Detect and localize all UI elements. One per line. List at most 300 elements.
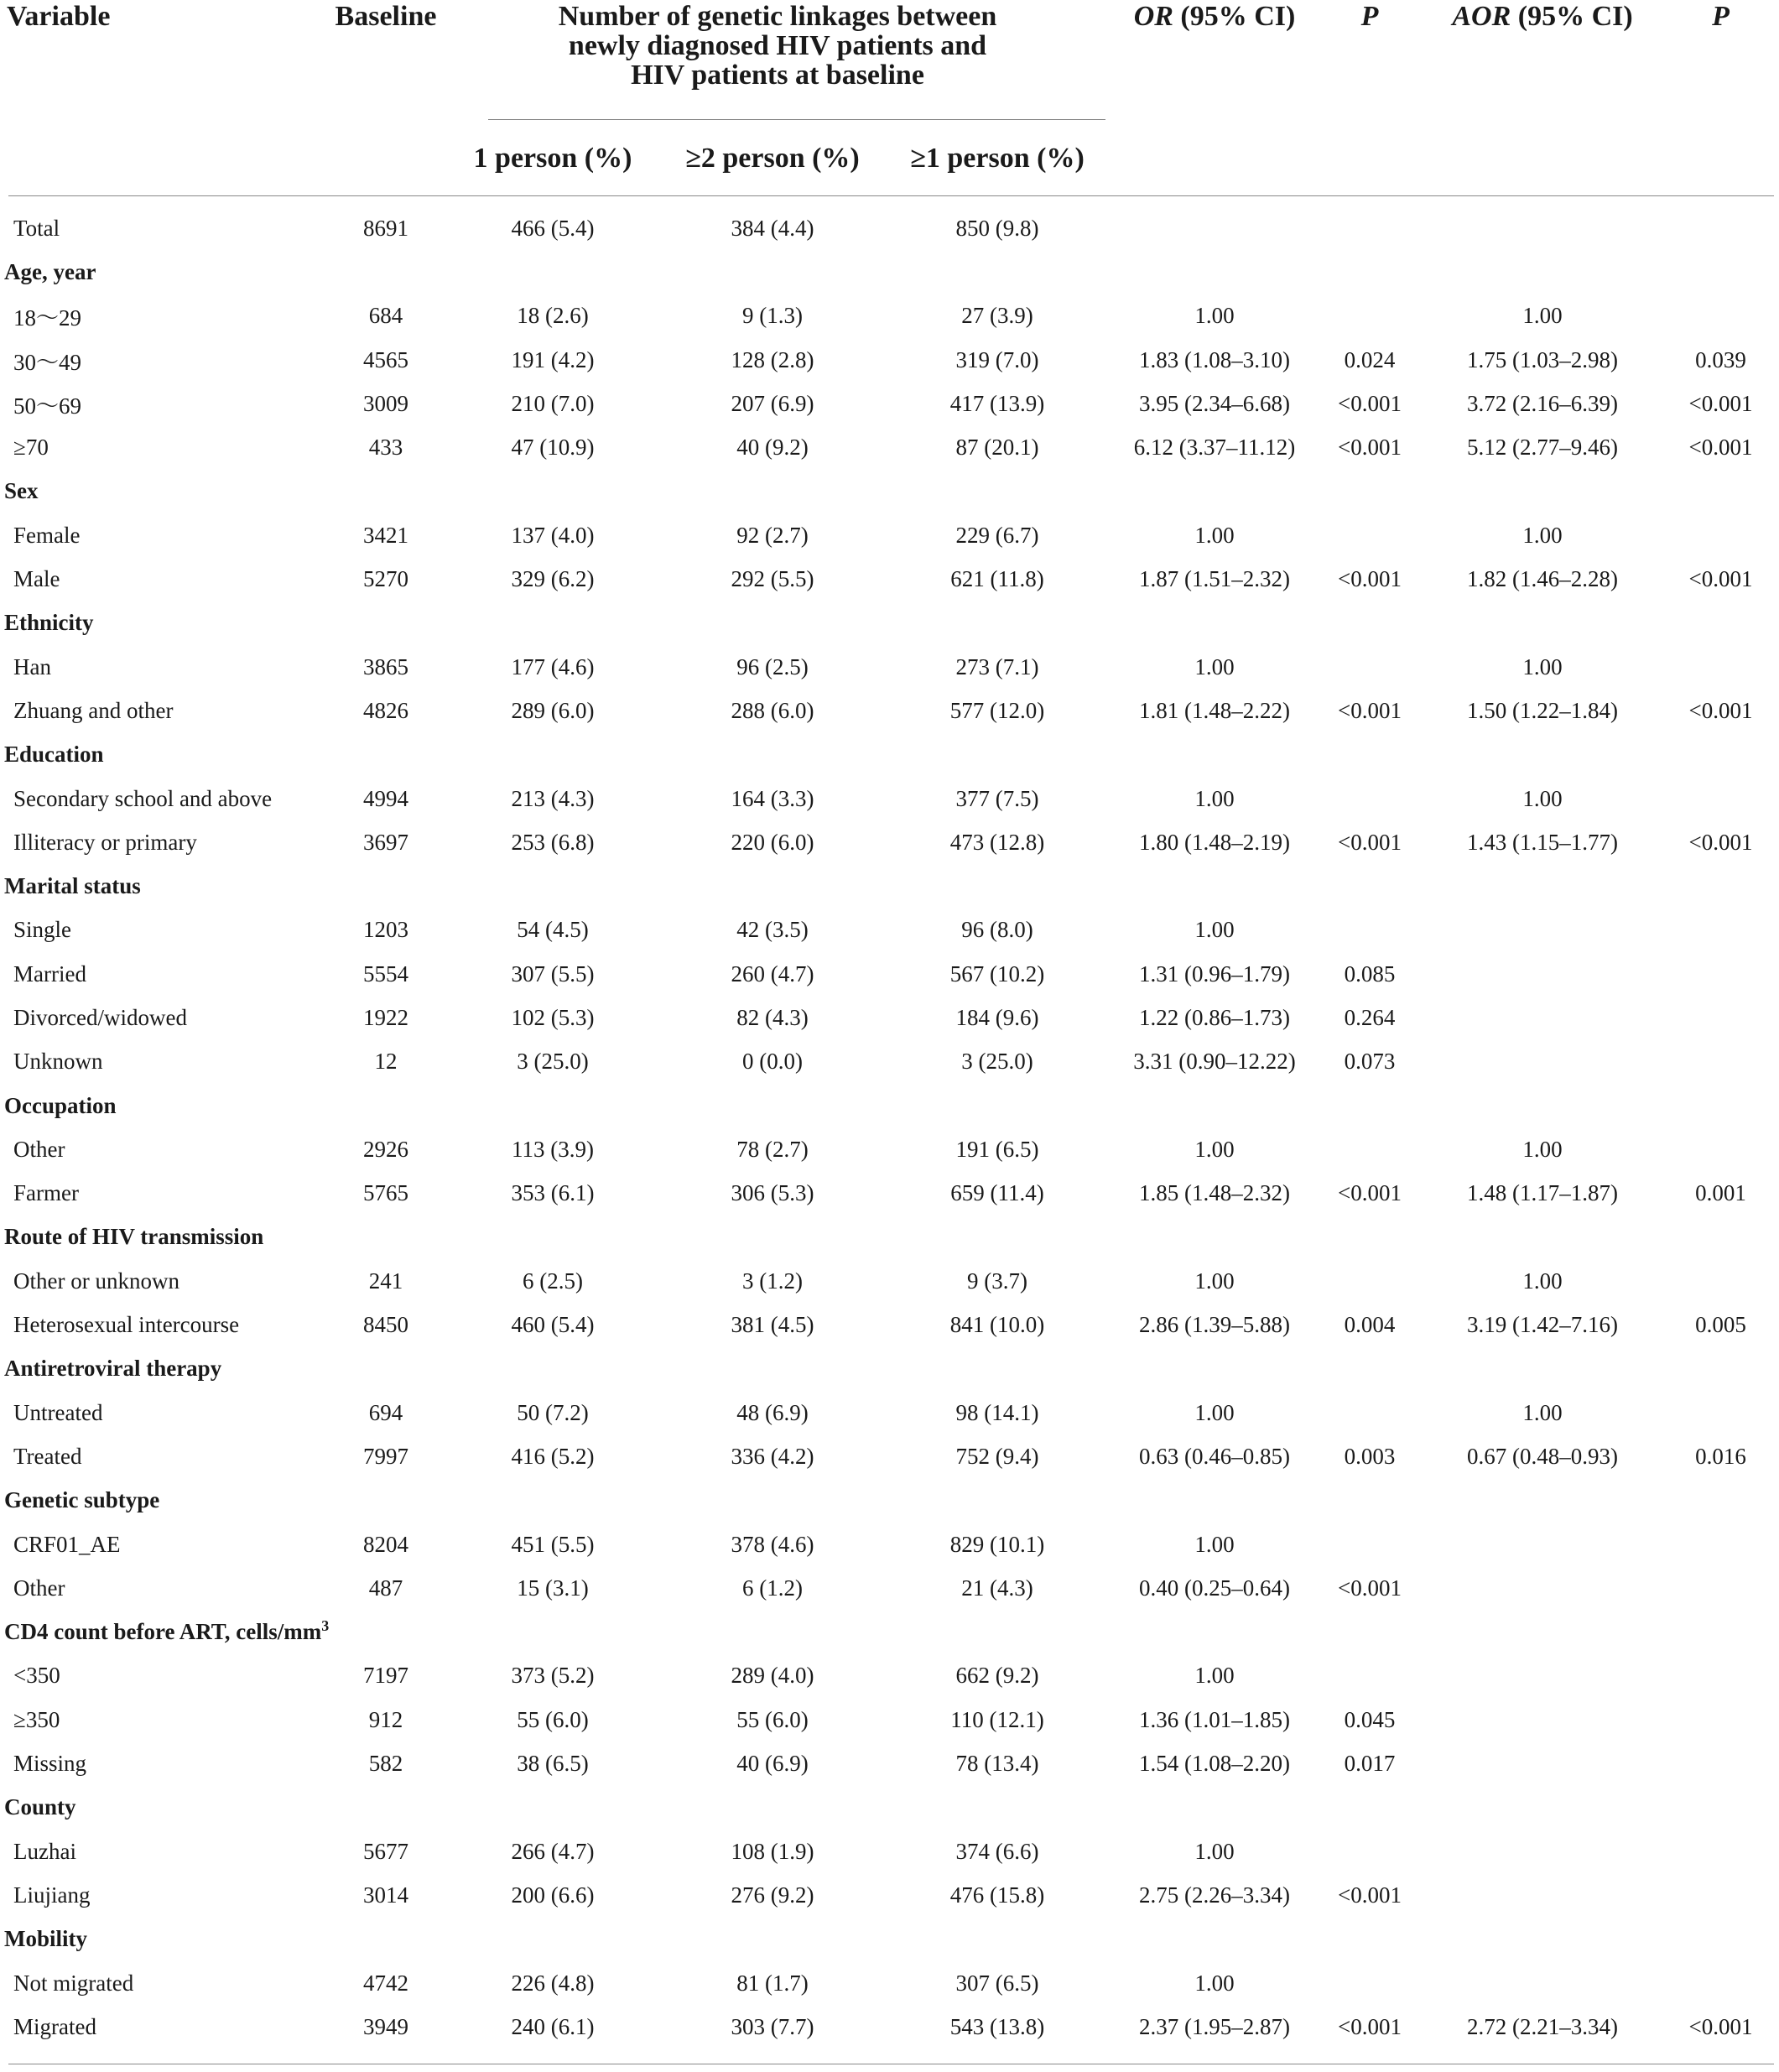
cell-p2 bbox=[1662, 1698, 1779, 1741]
cell-2-person: 303 (7.7) bbox=[731, 2013, 814, 2039]
header-or-ci: (95% CI) bbox=[1173, 1, 1296, 32]
cell-p bbox=[1317, 1127, 1423, 1171]
group-label bbox=[0, 1216, 1779, 1259]
cell-aor: 1.00 bbox=[1522, 1399, 1563, 1425]
group-label-text: Age, year bbox=[4, 258, 96, 284]
group-row bbox=[0, 1347, 1779, 1391]
cell-p: <0.001 bbox=[1338, 566, 1402, 592]
group-label-text: Antiretroviral therapy bbox=[4, 1356, 222, 1382]
cell-2-person: 96 (2.5) bbox=[736, 653, 809, 679]
cell-1-person: 451 (5.5) bbox=[511, 1531, 595, 1557]
cell-or: 0.40 (0.25–0.64) bbox=[1139, 1575, 1291, 1601]
cell-ge1-person: 473 (12.8) bbox=[949, 829, 1045, 855]
cell-aor bbox=[1423, 1961, 1662, 2005]
cell-or: 2.75 (2.26–3.34) bbox=[1139, 1882, 1291, 1908]
cell-p2: <0.001 bbox=[1688, 829, 1753, 855]
cell-1-person: 210 (7.0) bbox=[511, 390, 595, 416]
cell-ge1-person: 27 (3.9) bbox=[961, 303, 1033, 329]
cell-p2 bbox=[1662, 645, 1779, 689]
header-p1-label: P bbox=[1360, 1, 1379, 32]
cell-p2: 0.001 bbox=[1695, 1180, 1746, 1206]
cell-baseline: 487 bbox=[368, 1575, 403, 1601]
cell-or: 3.95 (2.34–6.68) bbox=[1139, 390, 1291, 416]
cell-aor bbox=[1423, 1698, 1662, 1741]
cell-aor: 1.48 (1.17–1.87) bbox=[1467, 1180, 1619, 1206]
cell-variable: Married bbox=[13, 961, 86, 987]
cell-1-person: 3 (25.0) bbox=[517, 1049, 589, 1075]
table-row bbox=[0, 1040, 1779, 1084]
cell-baseline: 3009 bbox=[363, 390, 408, 416]
cell-p2: <0.001 bbox=[1688, 697, 1753, 723]
cell-1-person: 191 (4.2) bbox=[511, 346, 595, 372]
cell-1-person: 353 (6.1) bbox=[511, 1180, 595, 1206]
group-label bbox=[0, 1918, 1779, 1961]
table-row bbox=[0, 1434, 1779, 1478]
cell-ge1-person: 374 (6.6) bbox=[955, 1838, 1039, 1864]
subheader-2-person: ≥2 person (%) bbox=[685, 142, 860, 174]
group-row bbox=[0, 1786, 1779, 1830]
cell-or: 1.00 bbox=[1194, 1663, 1235, 1689]
cell-baseline: 8450 bbox=[363, 1312, 408, 1338]
table-row bbox=[0, 1961, 1779, 2005]
cell-2-person: 292 (5.5) bbox=[731, 566, 814, 592]
cell-baseline: 684 bbox=[368, 303, 403, 329]
cell-aor: 1.00 bbox=[1522, 1136, 1563, 1162]
cell-p bbox=[1317, 1259, 1423, 1303]
cell-or: 1.22 (0.86–1.73) bbox=[1139, 1004, 1291, 1030]
cell-ge1-person: 110 (12.1) bbox=[950, 1706, 1044, 1732]
cell-1-person: 373 (5.2) bbox=[511, 1663, 595, 1689]
cell-baseline: 8204 bbox=[363, 1531, 408, 1557]
header-span-rule bbox=[488, 119, 1105, 120]
cell-or: 1.00 bbox=[1194, 785, 1235, 811]
cell-1-person: 47 (10.9) bbox=[511, 435, 595, 461]
cell-variable: Single bbox=[13, 917, 72, 943]
cell-p2: <0.001 bbox=[1688, 390, 1753, 416]
header-baseline: Baseline bbox=[335, 1, 437, 32]
cell-baseline: 7997 bbox=[363, 1443, 408, 1469]
cell-variable: Other bbox=[13, 1575, 65, 1601]
cell-ge1-person: 87 (20.1) bbox=[955, 435, 1039, 461]
group-label bbox=[0, 601, 1779, 645]
table-row bbox=[0, 338, 1779, 382]
header-aor-ci: (95% CI) bbox=[1511, 1, 1633, 32]
cell-ge1-person: 78 (13.4) bbox=[955, 1751, 1039, 1777]
table-row bbox=[0, 1698, 1779, 1741]
cell-p2 bbox=[1662, 1830, 1779, 1873]
header-variable: Variable bbox=[7, 1, 111, 32]
cell-or: 2.86 (1.39–5.88) bbox=[1139, 1312, 1291, 1338]
cell-2-person: 42 (3.5) bbox=[736, 917, 809, 943]
cell-1-person: 54 (4.5) bbox=[517, 917, 589, 943]
subheader-1-person: 1 person (%) bbox=[473, 142, 632, 174]
header-row bbox=[0, 0, 1779, 119]
cell-2-person: 9 (1.3) bbox=[742, 303, 803, 329]
table-row bbox=[0, 1523, 1779, 1566]
cell-baseline: 12 bbox=[374, 1049, 398, 1075]
cell-2-person: 260 (4.7) bbox=[731, 961, 814, 987]
table-row bbox=[0, 820, 1779, 864]
cell-variable: Liujiang bbox=[13, 1882, 91, 1908]
cell-aor: 3.72 (2.16–6.39) bbox=[1467, 390, 1619, 416]
cell-baseline: 7197 bbox=[363, 1663, 408, 1689]
table-row bbox=[0, 294, 1779, 338]
table-row bbox=[0, 1654, 1779, 1698]
table-row bbox=[0, 557, 1779, 601]
group-label-text: Genetic subtype bbox=[4, 1487, 160, 1513]
cell-1-person: 253 (6.8) bbox=[511, 829, 595, 855]
cell-variable: Migrated bbox=[13, 2013, 96, 2039]
cell-aor bbox=[1423, 1654, 1662, 1698]
group-label-text: Marital status bbox=[4, 873, 141, 899]
cell-p bbox=[1317, 1523, 1423, 1566]
table-row bbox=[0, 777, 1779, 820]
cell-2-person: 306 (5.3) bbox=[731, 1180, 814, 1206]
cell-ge1-person: 184 (9.6) bbox=[955, 1004, 1039, 1030]
group-row bbox=[0, 1479, 1779, 1523]
cell-aor: 5.12 (2.77–9.46) bbox=[1467, 435, 1619, 461]
cell-ge1-person: 841 (10.0) bbox=[949, 1312, 1045, 1338]
cell-p: <0.001 bbox=[1338, 1882, 1402, 1908]
cell-variable: CRF01_AE bbox=[13, 1531, 121, 1557]
table-row bbox=[0, 1566, 1779, 1610]
cell-1-person: 15 (3.1) bbox=[517, 1575, 589, 1601]
header-linkages bbox=[443, 0, 1112, 119]
cell-ge1-person: 191 (6.5) bbox=[955, 1136, 1039, 1162]
cell-p2: <0.001 bbox=[1688, 435, 1753, 461]
cell-2-person: 0 (0.0) bbox=[742, 1049, 803, 1075]
cell-or: 2.37 (1.95–2.87) bbox=[1139, 2013, 1291, 2039]
cell-ge1-person: 577 (12.0) bbox=[949, 697, 1045, 723]
cell-1-person: 226 (4.8) bbox=[511, 1970, 595, 1996]
table-row bbox=[0, 1259, 1779, 1303]
cell-p bbox=[1317, 908, 1423, 952]
cell-p bbox=[1317, 294, 1423, 338]
cell-variable: Not migrated bbox=[13, 1970, 134, 1996]
cell-variable: Zhuang and other bbox=[13, 697, 174, 723]
table-row bbox=[0, 1873, 1779, 1917]
cell-p bbox=[1317, 1391, 1423, 1434]
cell-1-person: 289 (6.0) bbox=[511, 697, 595, 723]
cell-aor: 1.00 bbox=[1522, 1268, 1563, 1294]
cell-ge1-person: 3 (25.0) bbox=[961, 1049, 1033, 1075]
table-body bbox=[0, 196, 1779, 2049]
cell-aor bbox=[1423, 1566, 1662, 1610]
cell-aor bbox=[1423, 908, 1662, 952]
cell-1-person: 113 (3.9) bbox=[512, 1136, 594, 1162]
cell-p bbox=[1317, 777, 1423, 820]
table-row bbox=[0, 1127, 1779, 1171]
cell-or: 0.63 (0.46–0.85) bbox=[1139, 1443, 1291, 1469]
cell-p2 bbox=[1662, 1566, 1779, 1610]
cell-2-person: 384 (4.4) bbox=[731, 215, 814, 241]
cell-p: <0.001 bbox=[1338, 1575, 1402, 1601]
cell-p2: 0.005 bbox=[1695, 1312, 1746, 1338]
cell-1-person: 38 (6.5) bbox=[517, 1751, 589, 1777]
cell-baseline: 5677 bbox=[363, 1838, 408, 1864]
table-row bbox=[0, 382, 1779, 425]
cell-p: 0.264 bbox=[1344, 1004, 1396, 1030]
cell-p2: <0.001 bbox=[1688, 2013, 1753, 2039]
cell-ge1-person: 752 (9.4) bbox=[955, 1443, 1039, 1469]
cell-2-person: 207 (6.9) bbox=[731, 390, 814, 416]
cell-or: 1.00 bbox=[1194, 1531, 1235, 1557]
cell-p bbox=[1317, 645, 1423, 689]
cell-ge1-person: 377 (7.5) bbox=[955, 785, 1039, 811]
cell-p: <0.001 bbox=[1338, 2013, 1402, 2039]
cell-baseline: 5765 bbox=[363, 1180, 408, 1206]
cell-variable: Untreated bbox=[13, 1399, 103, 1425]
cell-baseline: 694 bbox=[368, 1399, 403, 1425]
cell-p: 0.024 bbox=[1344, 346, 1396, 372]
group-label-text: Sex bbox=[4, 478, 39, 504]
header-aor-label: AOR bbox=[1452, 1, 1511, 32]
header-bottom-rule bbox=[8, 195, 1774, 196]
table-row bbox=[0, 1830, 1779, 1873]
cell-p2 bbox=[1662, 1873, 1779, 1917]
cell-or: 6.12 (3.37–11.12) bbox=[1133, 435, 1296, 461]
cell-p bbox=[1317, 1654, 1423, 1698]
cell-aor: 1.75 (1.03–2.98) bbox=[1467, 346, 1619, 372]
group-row bbox=[0, 1216, 1779, 1259]
group-label bbox=[0, 1479, 1779, 1523]
cell-2-person: 220 (6.0) bbox=[731, 829, 814, 855]
cell-baseline: 8691 bbox=[363, 215, 408, 241]
cell-ge1-person: 96 (8.0) bbox=[961, 917, 1033, 943]
cell-or bbox=[1112, 196, 1317, 250]
cell-p2: 0.016 bbox=[1695, 1443, 1746, 1469]
cell-variable: <350 bbox=[13, 1663, 60, 1689]
cell-variable: Heterosexual intercourse bbox=[13, 1312, 240, 1338]
group-label bbox=[0, 1347, 1779, 1391]
cell-baseline: 4742 bbox=[363, 1970, 408, 1996]
cell-2-person: 336 (4.2) bbox=[731, 1443, 814, 1469]
cell-variable: Unknown bbox=[13, 1049, 103, 1075]
cell-2-person: 40 (6.9) bbox=[736, 1751, 809, 1777]
cell-p: <0.001 bbox=[1338, 390, 1402, 416]
cell-or: 1.00 bbox=[1194, 522, 1235, 548]
cell-ge1-person: 850 (9.8) bbox=[955, 215, 1039, 241]
cell-1-person: 50 (7.2) bbox=[517, 1399, 589, 1425]
cell-baseline: 3421 bbox=[363, 522, 408, 548]
header-or bbox=[1112, 0, 1317, 119]
group-label bbox=[0, 733, 1779, 777]
cell-aor: 1.00 bbox=[1522, 785, 1563, 811]
group-label-text: CD4 count before ART, cells/mm bbox=[4, 1619, 322, 1645]
cell-aor: 1.43 (1.15–1.77) bbox=[1467, 829, 1619, 855]
group-row bbox=[0, 1611, 1779, 1654]
header-linkages-text: Number of genetic linkages between newly diagnosed HIV patients and HIV patients at baseline bbox=[558, 1, 997, 91]
table-row bbox=[0, 1741, 1779, 1785]
cell-baseline: 3865 bbox=[363, 653, 408, 679]
cell-or: 1.00 bbox=[1194, 1838, 1235, 1864]
cell-variable: 30～49 bbox=[13, 349, 81, 375]
cell-p: 0.085 bbox=[1344, 961, 1396, 987]
cell-p2 bbox=[1662, 1654, 1779, 1698]
header-aor bbox=[1423, 0, 1662, 119]
cell-p bbox=[1317, 196, 1423, 250]
cell-baseline: 4565 bbox=[363, 346, 408, 372]
cell-2-person: 276 (9.2) bbox=[731, 1882, 814, 1908]
cell-2-person: 289 (4.0) bbox=[731, 1663, 814, 1689]
cell-p: 0.004 bbox=[1344, 1312, 1396, 1338]
cell-aor bbox=[1423, 1830, 1662, 1873]
cell-1-person: 416 (5.2) bbox=[511, 1443, 595, 1469]
cell-aor: 1.50 (1.22–1.84) bbox=[1467, 697, 1619, 723]
cell-or: 1.83 (1.08–3.10) bbox=[1139, 346, 1291, 372]
cell-1-person: 137 (4.0) bbox=[511, 522, 595, 548]
cell-1-person: 266 (4.7) bbox=[511, 1838, 595, 1864]
cell-ge1-person: 659 (11.4) bbox=[950, 1180, 1044, 1206]
cell-aor bbox=[1423, 952, 1662, 996]
cell-1-person: 6 (2.5) bbox=[523, 1268, 583, 1294]
cell-aor: 1.00 bbox=[1522, 653, 1563, 679]
cell-variable: 50～69 bbox=[13, 393, 81, 419]
table-row bbox=[0, 1303, 1779, 1346]
cell-2-person: 48 (6.9) bbox=[736, 1399, 809, 1425]
cell-baseline: 582 bbox=[368, 1751, 403, 1777]
group-row bbox=[0, 601, 1779, 645]
subheader-ge1-person: ≥1 person (%) bbox=[910, 142, 1085, 174]
cell-or: 1.00 bbox=[1194, 917, 1235, 943]
cell-p2 bbox=[1662, 1961, 1779, 2005]
cell-variable: Female bbox=[13, 522, 81, 548]
cell-baseline: 5270 bbox=[363, 566, 408, 592]
group-row bbox=[0, 1918, 1779, 1961]
cell-or: 1.00 bbox=[1194, 1136, 1235, 1162]
cell-aor bbox=[1423, 1741, 1662, 1785]
cell-baseline: 5554 bbox=[363, 961, 408, 987]
table-row bbox=[0, 952, 1779, 996]
cell-1-person: 177 (4.6) bbox=[511, 653, 595, 679]
cell-2-person: 381 (4.5) bbox=[731, 1312, 814, 1338]
cell-p2 bbox=[1662, 908, 1779, 952]
group-label-text: Education bbox=[4, 742, 104, 768]
cell-p bbox=[1317, 513, 1423, 557]
cell-2-person: 92 (2.7) bbox=[736, 522, 809, 548]
cell-variable: Other bbox=[13, 1136, 65, 1162]
cell-baseline: 4826 bbox=[363, 697, 408, 723]
cell-aor: 0.67 (0.48–0.93) bbox=[1467, 1443, 1619, 1469]
group-row bbox=[0, 864, 1779, 908]
cell-2-person: 78 (2.7) bbox=[736, 1136, 809, 1162]
cell-variable: Illiteracy or primary bbox=[13, 829, 197, 855]
cell-p: <0.001 bbox=[1338, 435, 1402, 461]
cell-p2 bbox=[1662, 294, 1779, 338]
cell-baseline: 3014 bbox=[363, 1882, 408, 1908]
table-row bbox=[0, 996, 1779, 1039]
table-row bbox=[0, 908, 1779, 952]
group-label-text: Occupation bbox=[4, 1092, 117, 1118]
cell-or: 1.31 (0.96–1.79) bbox=[1139, 961, 1291, 987]
group-label-text: Ethnicity bbox=[4, 610, 94, 636]
cell-baseline: 433 bbox=[368, 435, 403, 461]
cell-1-person: 213 (4.3) bbox=[511, 785, 595, 811]
cell-p2: 0.039 bbox=[1695, 346, 1746, 372]
cell-1-person: 200 (6.6) bbox=[511, 1882, 595, 1908]
group-label bbox=[0, 470, 1779, 513]
cell-ge1-person: 476 (15.8) bbox=[949, 1882, 1045, 1908]
cell-p2 bbox=[1662, 1391, 1779, 1434]
table-row bbox=[0, 1172, 1779, 1216]
cell-1-person: 102 (5.3) bbox=[511, 1004, 595, 1030]
table-row bbox=[0, 196, 1779, 250]
cell-variable: Male bbox=[13, 566, 60, 592]
cell-aor: 1.00 bbox=[1522, 522, 1563, 548]
cell-aor bbox=[1423, 1523, 1662, 1566]
cell-p2 bbox=[1662, 1741, 1779, 1785]
group-label bbox=[0, 250, 1779, 294]
cell-p: <0.001 bbox=[1338, 829, 1402, 855]
group-row bbox=[0, 470, 1779, 513]
cell-ge1-person: 21 (4.3) bbox=[961, 1575, 1033, 1601]
cell-or: 1.80 (1.48–2.19) bbox=[1139, 829, 1291, 855]
cell-variable: Total bbox=[13, 215, 60, 241]
cell-2-person: 3 (1.2) bbox=[742, 1268, 803, 1294]
cell-ge1-person: 829 (10.1) bbox=[949, 1531, 1045, 1557]
cell-aor: 3.19 (1.42–7.16) bbox=[1467, 1312, 1619, 1338]
cell-2-person: 288 (6.0) bbox=[731, 697, 814, 723]
cell-2-person: 6 (1.2) bbox=[742, 1575, 803, 1601]
cell-p2 bbox=[1662, 1040, 1779, 1084]
cell-variable: Divorced/widowed bbox=[13, 1004, 187, 1030]
cell-2-person: 40 (9.2) bbox=[736, 435, 809, 461]
group-row bbox=[0, 1084, 1779, 1127]
cell-or: 1.00 bbox=[1194, 653, 1235, 679]
cell-1-person: 307 (5.5) bbox=[511, 961, 595, 987]
cell-or: 1.00 bbox=[1194, 1268, 1235, 1294]
cell-ge1-person: 9 (3.7) bbox=[967, 1268, 1027, 1294]
header-or-label: OR bbox=[1133, 1, 1173, 32]
cell-ge1-person: 567 (10.2) bbox=[949, 961, 1045, 987]
cell-baseline: 2926 bbox=[363, 1136, 408, 1162]
cell-aor bbox=[1423, 196, 1662, 250]
cell-ge1-person: 621 (11.8) bbox=[950, 566, 1044, 592]
header-p2 bbox=[1662, 0, 1779, 119]
group-label-text: Mobility bbox=[4, 1926, 87, 1952]
cell-p: <0.001 bbox=[1338, 1180, 1402, 1206]
header-p2-label: P bbox=[1712, 1, 1730, 32]
cell-2-person: 164 (3.3) bbox=[731, 785, 814, 811]
cell-p2: <0.001 bbox=[1688, 566, 1753, 592]
cell-aor: 1.00 bbox=[1522, 303, 1563, 329]
cell-p2 bbox=[1662, 513, 1779, 557]
table-row bbox=[0, 2005, 1779, 2049]
cell-p: 0.017 bbox=[1344, 1751, 1396, 1777]
cell-or: 1.36 (1.01–1.85) bbox=[1139, 1706, 1291, 1732]
cell-p bbox=[1317, 1961, 1423, 2005]
cell-aor: 2.72 (2.21–3.34) bbox=[1467, 2013, 1619, 2039]
cell-p2 bbox=[1662, 996, 1779, 1039]
cell-ge1-person: 662 (9.2) bbox=[955, 1663, 1039, 1689]
cell-variable: Farmer bbox=[13, 1180, 79, 1206]
cell-baseline: 912 bbox=[368, 1706, 403, 1732]
cell-p2 bbox=[1662, 1127, 1779, 1171]
cell-2-person: 81 (1.7) bbox=[736, 1970, 809, 1996]
table-row bbox=[0, 513, 1779, 557]
cell-aor bbox=[1423, 1040, 1662, 1084]
table-row bbox=[0, 645, 1779, 689]
cell-or: 3.31 (0.90–12.22) bbox=[1133, 1049, 1296, 1075]
cell-ge1-person: 229 (6.7) bbox=[955, 522, 1039, 548]
cell-or: 1.54 (1.08–2.20) bbox=[1139, 1751, 1291, 1777]
cell-ge1-person: 543 (13.8) bbox=[949, 2013, 1045, 2039]
cell-baseline: 3949 bbox=[363, 2013, 408, 2039]
cell-baseline: 3697 bbox=[363, 829, 408, 855]
cell-or: 1.81 (1.48–2.22) bbox=[1139, 697, 1291, 723]
cell-1-person: 329 (6.2) bbox=[511, 566, 595, 592]
cell-p: 0.003 bbox=[1344, 1443, 1396, 1469]
